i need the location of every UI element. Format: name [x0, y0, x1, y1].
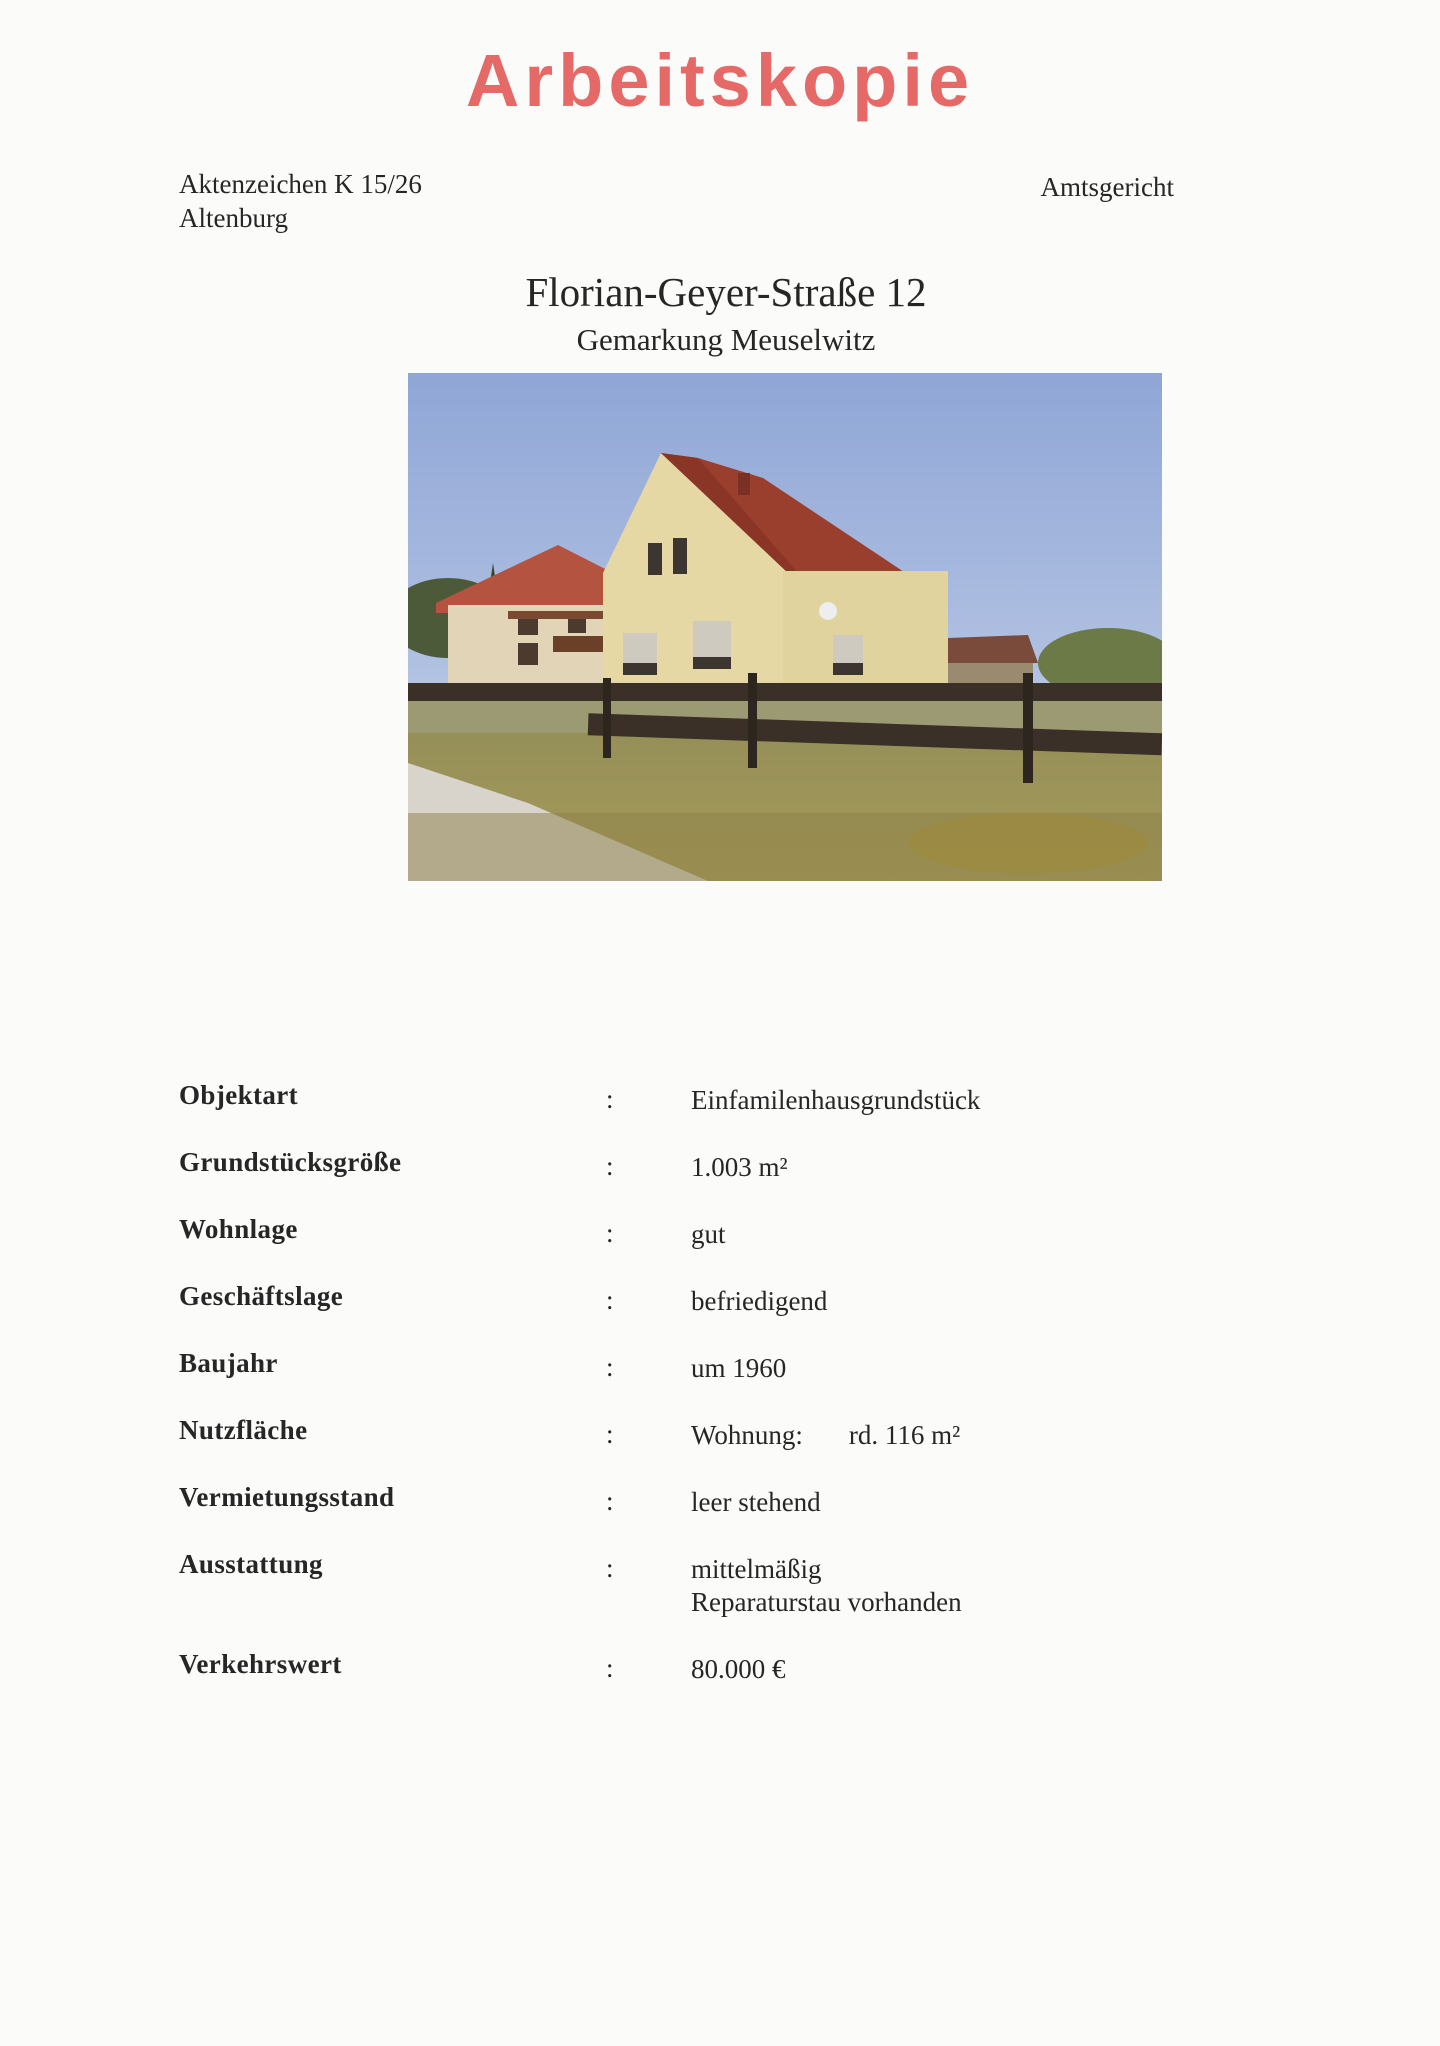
working-copy-stamp: Arbeitskopie: [465, 39, 975, 122]
fact-colon: :: [606, 1151, 614, 1181]
fact-row-geschaeftslage: [179, 1281, 1279, 1348]
fact-value: Einfamilenhausgrundstück: [691, 1085, 981, 1115]
property-district: Gemarkung Meuselwitz: [576, 322, 876, 357]
fact-value: leer stehend: [691, 1487, 821, 1517]
fact-colon: :: [606, 1285, 614, 1315]
fact-value: befriedigend: [691, 1286, 828, 1316]
fact-colon: :: [606, 1486, 614, 1516]
fact-colon: :: [606, 1653, 614, 1683]
fact-row-ausstattung: [179, 1549, 1279, 1649]
fact-value: [691, 1553, 962, 1619]
fact-label: Grundstücksgröße: [179, 1147, 402, 1177]
court-city: Altenburg: [179, 203, 288, 233]
fact-colon: :: [606, 1352, 614, 1382]
fact-colon: :: [606, 1218, 614, 1248]
fact-label: Baujahr: [179, 1348, 278, 1378]
property-photo: [408, 373, 1162, 881]
fact-row-verkehrswert: [179, 1649, 1279, 1716]
fact-row-grundstuecksgroesse: [179, 1147, 1279, 1214]
fact-colon: :: [606, 1553, 614, 1583]
court-name: Amtsgericht: [1040, 172, 1174, 202]
fact-value-line: mittelmäßig: [691, 1554, 822, 1584]
fact-row-objektart: [179, 1080, 1279, 1147]
fact-value: 1.003 m²: [691, 1152, 788, 1182]
fact-label: Nutzfläche: [179, 1415, 308, 1445]
fact-row-vermietungsstand: [179, 1482, 1279, 1549]
fact-label: Ausstattung: [179, 1549, 323, 1579]
fact-label: Vermietungsstand: [179, 1482, 395, 1512]
fact-label: Objektart: [179, 1080, 299, 1110]
fact-row-baujahr: [179, 1348, 1279, 1415]
property-facts: [179, 1080, 1279, 1716]
fact-value: um 1960: [691, 1353, 787, 1383]
fact-value-line: Reparaturstau vorhanden: [691, 1587, 962, 1617]
case-reference: [179, 167, 422, 235]
fact-label: Wohnlage: [179, 1214, 298, 1244]
fact-value-label: Wohnung:: [691, 1420, 803, 1450]
fact-colon: :: [606, 1084, 614, 1114]
fact-label: Geschäftslage: [179, 1281, 344, 1311]
case-number: Aktenzeichen K 15/26: [179, 169, 422, 199]
fact-label: Verkehrswert: [179, 1649, 342, 1679]
fact-value: 80.000 €: [691, 1654, 786, 1684]
fact-value-extra: rd. 116 m²: [848, 1420, 961, 1450]
property-address: Florian-Geyer-Straße 12: [525, 269, 927, 315]
fact-value: gut: [691, 1219, 726, 1249]
fact-row-nutzflaeche: [179, 1415, 1279, 1482]
fact-value: [691, 1419, 960, 1452]
fact-row-wohnlage: [179, 1214, 1279, 1281]
fact-colon: :: [606, 1419, 614, 1449]
